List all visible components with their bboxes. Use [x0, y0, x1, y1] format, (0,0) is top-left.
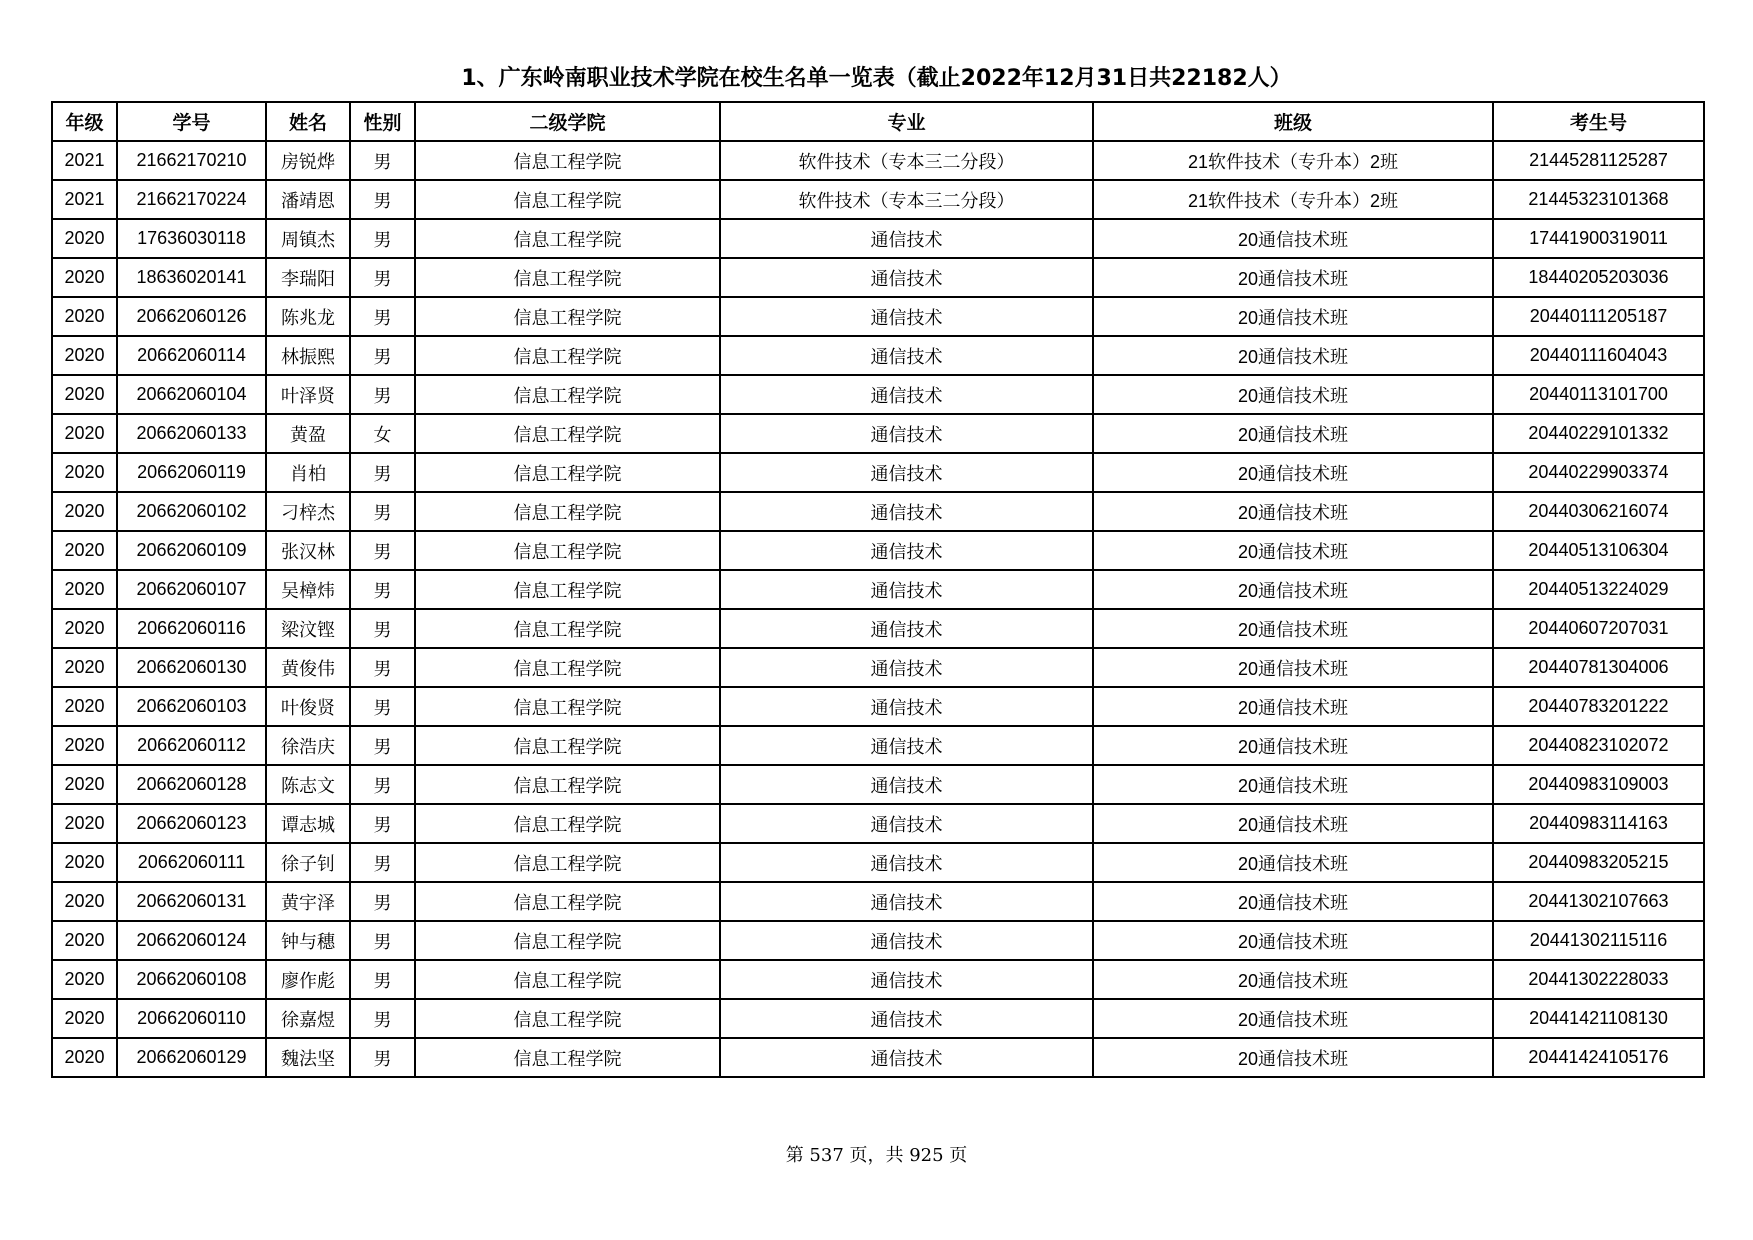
- cell-college: 信息工程学院: [415, 141, 720, 180]
- cell-exam-number: 20440513224029: [1493, 570, 1704, 609]
- header-name: 姓名: [266, 102, 350, 141]
- document-title: 1、广东岭南职业技术学院在校生名单一览表（截止2022年12月31日共22182人）: [461, 66, 1292, 91]
- cell-college: 信息工程学院: [415, 804, 720, 843]
- cell-grade: 2020: [52, 882, 117, 921]
- cell-grade: 2020: [52, 726, 117, 765]
- cell-college: 信息工程学院: [415, 843, 720, 882]
- cell-grade: 2020: [52, 765, 117, 804]
- cell-exam-number: 20440983109003: [1493, 765, 1704, 804]
- cell-gender: 男: [350, 843, 415, 882]
- cell-grade: 2020: [52, 960, 117, 999]
- cell-gender: 男: [350, 921, 415, 960]
- cell-name: 林振熙: [266, 336, 350, 375]
- cell-college: 信息工程学院: [415, 258, 720, 297]
- table-body: [52, 141, 1704, 1077]
- cell-major: 通信技术: [720, 531, 1093, 570]
- cell-college: 信息工程学院: [415, 999, 720, 1038]
- cell-college: 信息工程学院: [415, 648, 720, 687]
- cell-exam-number: 17441900319011: [1493, 219, 1704, 258]
- cell-class: 20通信技术班: [1093, 843, 1493, 882]
- cell-gender: 男: [350, 648, 415, 687]
- cell-major: 通信技术: [720, 921, 1093, 960]
- cell-student-id: 20662060112: [117, 726, 266, 765]
- cell-gender: 男: [350, 687, 415, 726]
- cell-class: 20通信技术班: [1093, 804, 1493, 843]
- cell-exam-number: 20441424105176: [1493, 1038, 1704, 1077]
- cell-grade: 2020: [52, 531, 117, 570]
- cell-grade: 2020: [52, 336, 117, 375]
- cell-class: 20通信技术班: [1093, 414, 1493, 453]
- table-row: [52, 375, 1704, 414]
- cell-class: 20通信技术班: [1093, 882, 1493, 921]
- cell-name: 吴樟炜: [266, 570, 350, 609]
- header-college: 二级学院: [415, 102, 720, 141]
- table-row: [52, 336, 1704, 375]
- cell-class: 20通信技术班: [1093, 726, 1493, 765]
- table-row: [52, 843, 1704, 882]
- cell-class: 20通信技术班: [1093, 492, 1493, 531]
- cell-exam-number: 20440229101332: [1493, 414, 1704, 453]
- cell-grade: 2020: [52, 414, 117, 453]
- cell-college: 信息工程学院: [415, 726, 720, 765]
- table-row: [52, 882, 1704, 921]
- cell-class: 20通信技术班: [1093, 219, 1493, 258]
- cell-exam-number: 20440823102072: [1493, 726, 1704, 765]
- student-roster-table: [51, 101, 1705, 1078]
- cell-student-id: 20662060116: [117, 609, 266, 648]
- cell-major: 通信技术: [720, 843, 1093, 882]
- page-footer: 第 537 页，共 925 页: [785, 1145, 968, 1166]
- cell-exam-number: 20440111205187: [1493, 297, 1704, 336]
- cell-name: 房锐烨: [266, 141, 350, 180]
- cell-college: 信息工程学院: [415, 1038, 720, 1077]
- header-major: 专业: [720, 102, 1093, 141]
- cell-student-id: 20662060133: [117, 414, 266, 453]
- cell-class: 20通信技术班: [1093, 570, 1493, 609]
- cell-college: 信息工程学院: [415, 960, 720, 999]
- cell-gender: 男: [350, 180, 415, 219]
- cell-gender: 男: [350, 336, 415, 375]
- cell-major: 软件技术（专本三二分段）: [720, 180, 1093, 219]
- cell-name: 肖柏: [266, 453, 350, 492]
- cell-college: 信息工程学院: [415, 609, 720, 648]
- cell-grade: 2020: [52, 921, 117, 960]
- cell-major: 通信技术: [720, 999, 1093, 1038]
- cell-gender: 男: [350, 570, 415, 609]
- cell-exam-number: 21445323101368: [1493, 180, 1704, 219]
- cell-class: 20通信技术班: [1093, 531, 1493, 570]
- cell-college: 信息工程学院: [415, 414, 720, 453]
- cell-exam-number: 20440113101700: [1493, 375, 1704, 414]
- cell-student-id: 20662060131: [117, 882, 266, 921]
- table-row: [52, 180, 1704, 219]
- table-row: [52, 648, 1704, 687]
- cell-name: 李瑞阳: [266, 258, 350, 297]
- cell-exam-number: 21445281125287: [1493, 141, 1704, 180]
- cell-grade: 2020: [52, 570, 117, 609]
- cell-grade: 2020: [52, 453, 117, 492]
- cell-student-id: 20662060123: [117, 804, 266, 843]
- cell-name: 刁梓杰: [266, 492, 350, 531]
- cell-class: 21软件技术（专升本）2班: [1093, 141, 1493, 180]
- cell-grade: 2020: [52, 609, 117, 648]
- cell-name: 徐嘉煜: [266, 999, 350, 1038]
- cell-exam-number: 20440607207031: [1493, 609, 1704, 648]
- cell-grade: 2020: [52, 648, 117, 687]
- cell-name: 叶泽贤: [266, 375, 350, 414]
- header-gender: 性别: [350, 102, 415, 141]
- cell-grade: 2020: [52, 804, 117, 843]
- cell-exam-number: 20441421108130: [1493, 999, 1704, 1038]
- cell-name: 张汉林: [266, 531, 350, 570]
- cell-class: 20通信技术班: [1093, 999, 1493, 1038]
- cell-student-id: 18636020141: [117, 258, 266, 297]
- cell-exam-number: 20440111604043: [1493, 336, 1704, 375]
- header-student-id: 学号: [117, 102, 266, 141]
- cell-major: 通信技术: [720, 336, 1093, 375]
- cell-major: 通信技术: [720, 648, 1093, 687]
- cell-college: 信息工程学院: [415, 531, 720, 570]
- cell-college: 信息工程学院: [415, 453, 720, 492]
- cell-grade: 2020: [52, 258, 117, 297]
- cell-name: 潘靖恩: [266, 180, 350, 219]
- cell-exam-number: 20441302107663: [1493, 882, 1704, 921]
- cell-grade: 2020: [52, 1038, 117, 1077]
- cell-student-id: 20662060114: [117, 336, 266, 375]
- cell-major: 通信技术: [720, 765, 1093, 804]
- cell-gender: 男: [350, 882, 415, 921]
- cell-college: 信息工程学院: [415, 375, 720, 414]
- cell-name: 徐浩庆: [266, 726, 350, 765]
- cell-class: 20通信技术班: [1093, 375, 1493, 414]
- cell-student-id: 20662060126: [117, 297, 266, 336]
- cell-major: 通信技术: [720, 219, 1093, 258]
- table-row: [52, 921, 1704, 960]
- cell-name: 黄俊伟: [266, 648, 350, 687]
- cell-major: 通信技术: [720, 414, 1093, 453]
- cell-student-id: 20662060128: [117, 765, 266, 804]
- cell-gender: 男: [350, 726, 415, 765]
- cell-name: 周镇杰: [266, 219, 350, 258]
- cell-student-id: 20662060119: [117, 453, 266, 492]
- cell-grade: 2020: [52, 843, 117, 882]
- table-header-row: [52, 102, 1704, 141]
- table-row: [52, 1038, 1704, 1077]
- cell-class: 20通信技术班: [1093, 648, 1493, 687]
- cell-student-id: 21662170210: [117, 141, 266, 180]
- cell-major: 通信技术: [720, 453, 1093, 492]
- cell-major: 通信技术: [720, 297, 1093, 336]
- cell-student-id: 20662060129: [117, 1038, 266, 1077]
- cell-major: 通信技术: [720, 375, 1093, 414]
- cell-class: 21软件技术（专升本）2班: [1093, 180, 1493, 219]
- cell-grade: 2020: [52, 492, 117, 531]
- cell-major: 通信技术: [720, 804, 1093, 843]
- cell-grade: 2020: [52, 999, 117, 1038]
- cell-exam-number: 18440205203036: [1493, 258, 1704, 297]
- header-grade: 年级: [52, 102, 117, 141]
- cell-class: 20通信技术班: [1093, 453, 1493, 492]
- cell-student-id: 20662060103: [117, 687, 266, 726]
- cell-gender: 男: [350, 297, 415, 336]
- cell-college: 信息工程学院: [415, 921, 720, 960]
- cell-college: 信息工程学院: [415, 765, 720, 804]
- table-row: [52, 570, 1704, 609]
- cell-exam-number: 20440306216074: [1493, 492, 1704, 531]
- cell-gender: 男: [350, 219, 415, 258]
- cell-major: 软件技术（专本三二分段）: [720, 141, 1093, 180]
- cell-major: 通信技术: [720, 492, 1093, 531]
- cell-grade: 2021: [52, 180, 117, 219]
- cell-name: 魏法坚: [266, 1038, 350, 1077]
- cell-name: 廖作彪: [266, 960, 350, 999]
- cell-exam-number: 20440983205215: [1493, 843, 1704, 882]
- cell-major: 通信技术: [720, 960, 1093, 999]
- cell-gender: 男: [350, 375, 415, 414]
- cell-name: 叶俊贤: [266, 687, 350, 726]
- cell-major: 通信技术: [720, 1038, 1093, 1077]
- cell-exam-number: 20440783201222: [1493, 687, 1704, 726]
- cell-grade: 2020: [52, 219, 117, 258]
- cell-gender: 男: [350, 531, 415, 570]
- cell-gender: 男: [350, 258, 415, 297]
- cell-gender: 男: [350, 141, 415, 180]
- cell-name: 陈兆龙: [266, 297, 350, 336]
- cell-name: 陈志文: [266, 765, 350, 804]
- cell-gender: 男: [350, 492, 415, 531]
- cell-name: 黄宇泽: [266, 882, 350, 921]
- table-row: [52, 609, 1704, 648]
- cell-student-id: 20662060104: [117, 375, 266, 414]
- table-row: [52, 219, 1704, 258]
- table-row: [52, 453, 1704, 492]
- cell-major: 通信技术: [720, 726, 1093, 765]
- cell-exam-number: 20440983114163: [1493, 804, 1704, 843]
- table-row: [52, 999, 1704, 1038]
- cell-major: 通信技术: [720, 570, 1093, 609]
- cell-class: 20通信技术班: [1093, 336, 1493, 375]
- cell-college: 信息工程学院: [415, 336, 720, 375]
- cell-class: 20通信技术班: [1093, 258, 1493, 297]
- cell-college: 信息工程学院: [415, 297, 720, 336]
- cell-class: 20通信技术班: [1093, 609, 1493, 648]
- cell-class: 20通信技术班: [1093, 960, 1493, 999]
- cell-major: 通信技术: [720, 258, 1093, 297]
- table-row: [52, 804, 1704, 843]
- table-row: [52, 687, 1704, 726]
- cell-class: 20通信技术班: [1093, 687, 1493, 726]
- cell-class: 20通信技术班: [1093, 1038, 1493, 1077]
- table-row: [52, 531, 1704, 570]
- table-row: [52, 258, 1704, 297]
- cell-exam-number: 20440229903374: [1493, 453, 1704, 492]
- cell-name: 谭志城: [266, 804, 350, 843]
- cell-class: 20通信技术班: [1093, 297, 1493, 336]
- cell-grade: 2020: [52, 687, 117, 726]
- cell-grade: 2020: [52, 297, 117, 336]
- cell-grade: 2020: [52, 375, 117, 414]
- cell-college: 信息工程学院: [415, 687, 720, 726]
- cell-name: 黄盈: [266, 414, 350, 453]
- cell-student-id: 20662060124: [117, 921, 266, 960]
- cell-name: 徐子钊: [266, 843, 350, 882]
- cell-college: 信息工程学院: [415, 570, 720, 609]
- cell-gender: 男: [350, 1038, 415, 1077]
- table-row: [52, 297, 1704, 336]
- cell-college: 信息工程学院: [415, 219, 720, 258]
- cell-name: 梁汶铿: [266, 609, 350, 648]
- cell-grade: 2021: [52, 141, 117, 180]
- cell-exam-number: 20440781304006: [1493, 648, 1704, 687]
- cell-gender: 男: [350, 999, 415, 1038]
- cell-gender: 男: [350, 609, 415, 648]
- cell-student-id: 21662170224: [117, 180, 266, 219]
- table-row: [52, 492, 1704, 531]
- cell-name: 钟与穗: [266, 921, 350, 960]
- cell-exam-number: 20440513106304: [1493, 531, 1704, 570]
- cell-college: 信息工程学院: [415, 492, 720, 531]
- cell-gender: 男: [350, 960, 415, 999]
- header-exam-number: 考生号: [1493, 102, 1704, 141]
- table-row: [52, 960, 1704, 999]
- cell-student-id: 20662060111: [117, 843, 266, 882]
- cell-gender: 男: [350, 453, 415, 492]
- table-row: [52, 414, 1704, 453]
- cell-class: 20通信技术班: [1093, 921, 1493, 960]
- header-class: 班级: [1093, 102, 1493, 141]
- cell-major: 通信技术: [720, 882, 1093, 921]
- cell-student-id: 20662060107: [117, 570, 266, 609]
- table-row: [52, 141, 1704, 180]
- table-row: [52, 726, 1704, 765]
- cell-college: 信息工程学院: [415, 180, 720, 219]
- cell-student-id: 17636030118: [117, 219, 266, 258]
- cell-major: 通信技术: [720, 687, 1093, 726]
- cell-major: 通信技术: [720, 609, 1093, 648]
- cell-student-id: 20662060109: [117, 531, 266, 570]
- cell-student-id: 20662060108: [117, 960, 266, 999]
- table-row: [52, 765, 1704, 804]
- cell-class: 20通信技术班: [1093, 765, 1493, 804]
- cell-exam-number: 20441302228033: [1493, 960, 1704, 999]
- cell-gender: 女: [350, 414, 415, 453]
- cell-student-id: 20662060130: [117, 648, 266, 687]
- cell-exam-number: 20441302115116: [1493, 921, 1704, 960]
- cell-student-id: 20662060110: [117, 999, 266, 1038]
- cell-student-id: 20662060102: [117, 492, 266, 531]
- cell-college: 信息工程学院: [415, 882, 720, 921]
- cell-gender: 男: [350, 765, 415, 804]
- cell-gender: 男: [350, 804, 415, 843]
